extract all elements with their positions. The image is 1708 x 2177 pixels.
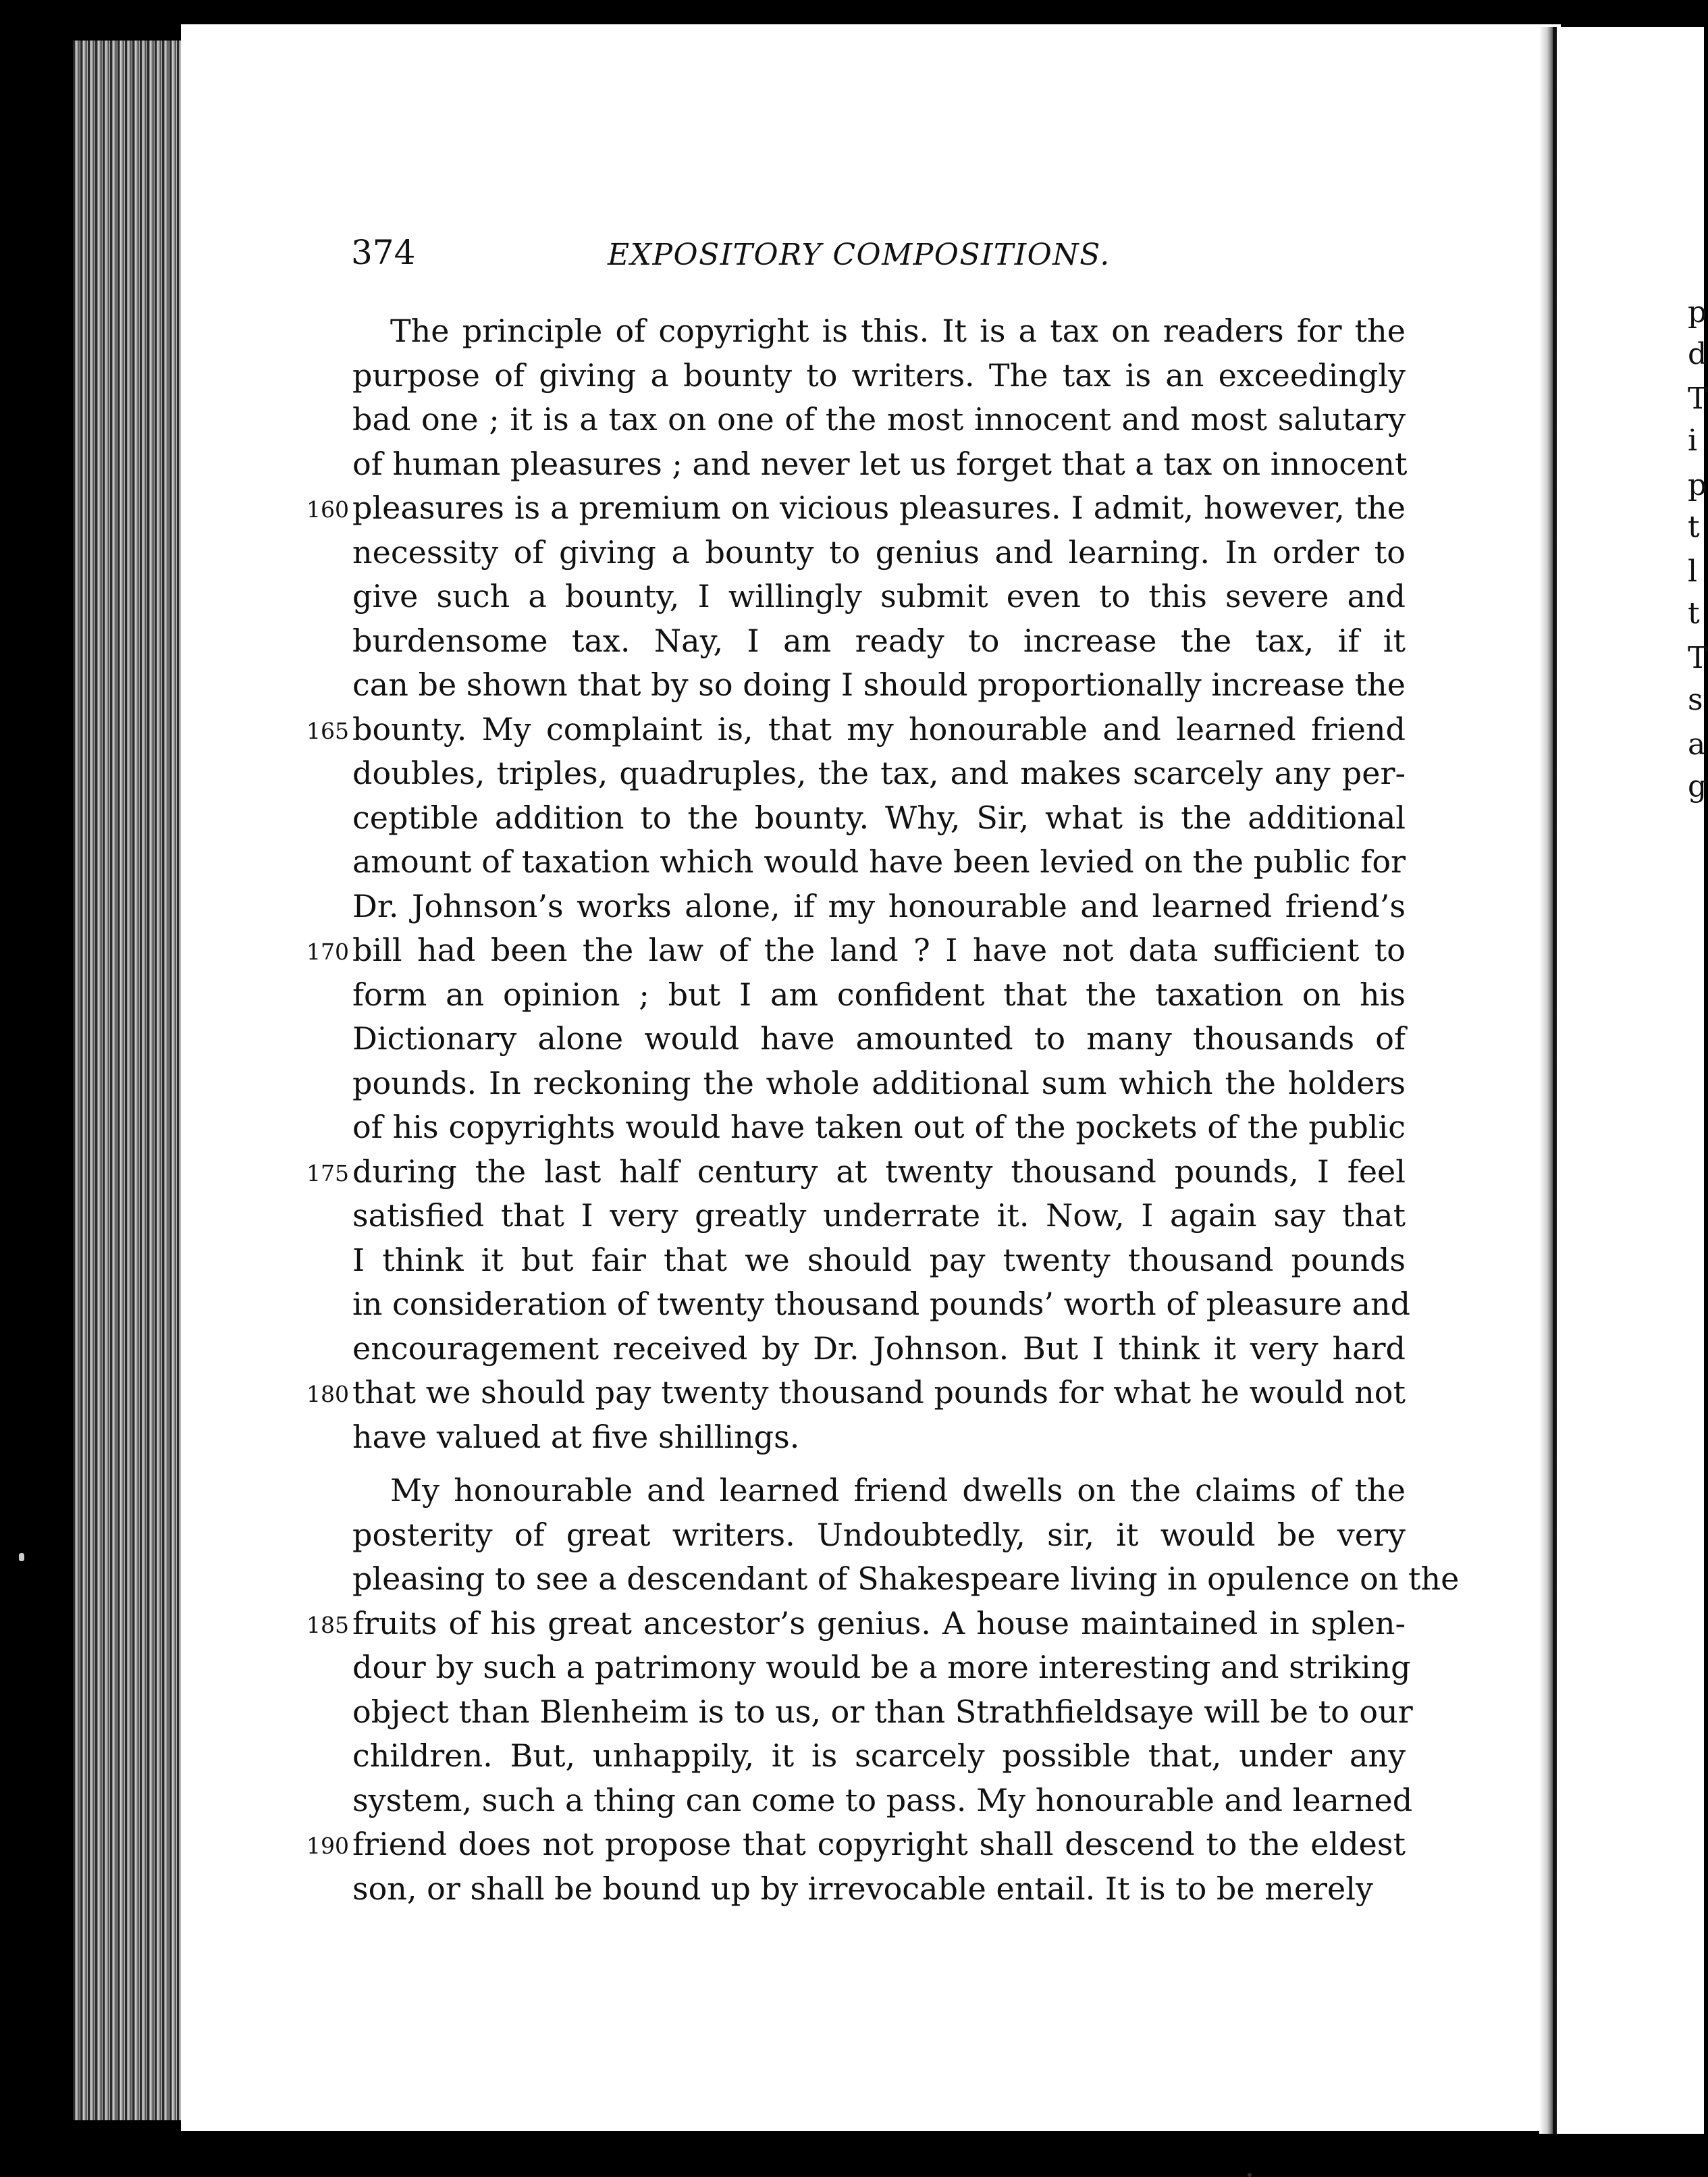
adjacent-letter: t xyxy=(1688,510,1700,544)
text-line: ceptible addition to the bounty. Why, Sir, what is the additional xyxy=(352,799,1406,836)
paragraph xyxy=(306,309,1411,1459)
text-line: bounty. My complaint is, that my honourable and learned friend 165 xyxy=(352,708,1406,752)
text-line: give such a bounty, I willingly submit even to this severe and xyxy=(352,578,1406,614)
line-number: 175 xyxy=(306,1159,349,1186)
text-line: pleasures is a premium on vicious pleasures. I admit, however, the 160 xyxy=(352,486,1406,531)
text-line: fruits of his great ancestor’s genius. A house maintained in splen- 185 xyxy=(352,1602,1406,1646)
line-number: 185 xyxy=(306,1611,349,1638)
adjacent-letter: T xyxy=(1688,382,1708,416)
text-line: object than Blenheim is to us, or than Strathfieldsaye will be to our xyxy=(352,1693,1413,1730)
adjacent-letter: p xyxy=(1688,295,1707,330)
text-line: The principle of copyright is this. It is a tax on readers for the xyxy=(390,313,1406,349)
text-line: pleasing to see a descendant of Shakespeare living in opulence on the xyxy=(352,1560,1460,1597)
text-line: pounds. In reckoning the whole additional sum which the holders xyxy=(352,1064,1406,1101)
text-line: system, such a thing can come to pass. My honourable and learned xyxy=(352,1781,1413,1818)
adjacent-letter: a xyxy=(1688,727,1706,762)
text-line: can be shown that by so doing I should proportionally increase the xyxy=(352,666,1406,703)
text-line: satisfied that I very greatly underrate it. Now, I again say that xyxy=(352,1197,1406,1234)
text-line: purpose of giving a bounty to writers. The tax is an exceedingly xyxy=(352,357,1406,394)
adjacent-letter: i xyxy=(1688,423,1698,458)
text-line: dour by such a patrimony would be a more interesting and striking xyxy=(352,1649,1411,1685)
running-head-title: EXPOSITORY COMPOSITIONS. xyxy=(608,238,1111,272)
text-line: form an opinion ; but I am confident that the taxation on his xyxy=(352,976,1406,1013)
line-number: 170 xyxy=(306,939,349,965)
adjacent-page-letters xyxy=(1688,290,1708,809)
text-line: of his copyrights would have taken out of the pockets of the public xyxy=(352,1109,1406,1145)
text-line: encouragement received by Dr. Johnson. But I think it very hard xyxy=(352,1330,1406,1367)
body-text xyxy=(306,309,1460,1911)
text-line: Dr. Johnson’s works alone, if my honourable and learned friend’s xyxy=(352,887,1406,924)
page-number: 374 xyxy=(351,233,416,272)
line-number: 180 xyxy=(306,1381,349,1407)
text-line: bill had been the law of the land ? I have not data sufficient to 170 xyxy=(352,928,1406,973)
text-line: necessity of giving a bounty to genius and learning. In order to xyxy=(352,533,1406,571)
adjacent-page xyxy=(1553,27,1704,2134)
text-line: doubles, triples, quadruples, the tax, and makes scarcely any per- xyxy=(352,755,1406,791)
text-line: Dictionary alone would have amounted to many thousands of xyxy=(352,1020,1406,1057)
text-line: during the last half century at twenty thousand pounds, I feel 175 xyxy=(352,1150,1406,1195)
line-number: 165 xyxy=(306,717,349,744)
text-line: of human pleasures ; and never let us forget that a tax on innocent xyxy=(352,445,1408,482)
text-line: My honourable and learned friend dwells on the claims of the xyxy=(390,1472,1406,1509)
text-line: amount of taxation which would have been levied on the public for xyxy=(352,843,1406,880)
text-line: posterity of great writers. Undoubtedly, sir, it would be very xyxy=(352,1516,1406,1553)
adjacent-letter: T xyxy=(1688,641,1708,675)
paragraph xyxy=(306,1469,1460,1911)
line-number: 160 xyxy=(306,496,349,523)
adjacent-letter: g xyxy=(1688,769,1707,804)
adjacent-letter: s xyxy=(1688,683,1703,717)
line-number: 190 xyxy=(306,1833,349,1859)
adjacent-letter: t xyxy=(1688,596,1700,631)
text-line: son, or shall be bound up by irrevocable entail. It is to be merely xyxy=(352,1870,1373,1907)
text-line: children. But, unhappily, it is scarcely possible that, under any xyxy=(352,1737,1406,1774)
text-line: in consideration of twenty thousand pounds’ worth of pleasure and xyxy=(352,1286,1411,1322)
text-line: I think it but fair that we should pay twenty thousand pounds xyxy=(352,1241,1406,1278)
ink-dot xyxy=(1248,2173,1252,2177)
adjacent-letter: p xyxy=(1688,468,1707,502)
text-line: burdensome tax. Nay, I am ready to increase the tax, if it xyxy=(352,622,1406,659)
scan-speck xyxy=(19,1553,24,1561)
adjacent-letter: d xyxy=(1688,337,1707,371)
text-line: bad one ; it is a tax on one of the most innocent and most salutary xyxy=(352,401,1406,438)
text-line: friend does not propose that copyright shall descend to the eldest 190 xyxy=(352,1822,1406,1867)
text-line: that we should pay twenty thousand pounds for what he would not 180 xyxy=(352,1371,1406,1415)
text-line: have valued at five shillings. xyxy=(352,1418,800,1455)
adjacent-letter: l xyxy=(1688,554,1698,589)
page-edges-stack xyxy=(73,41,188,2120)
paragraph-gap xyxy=(352,1459,1406,1469)
